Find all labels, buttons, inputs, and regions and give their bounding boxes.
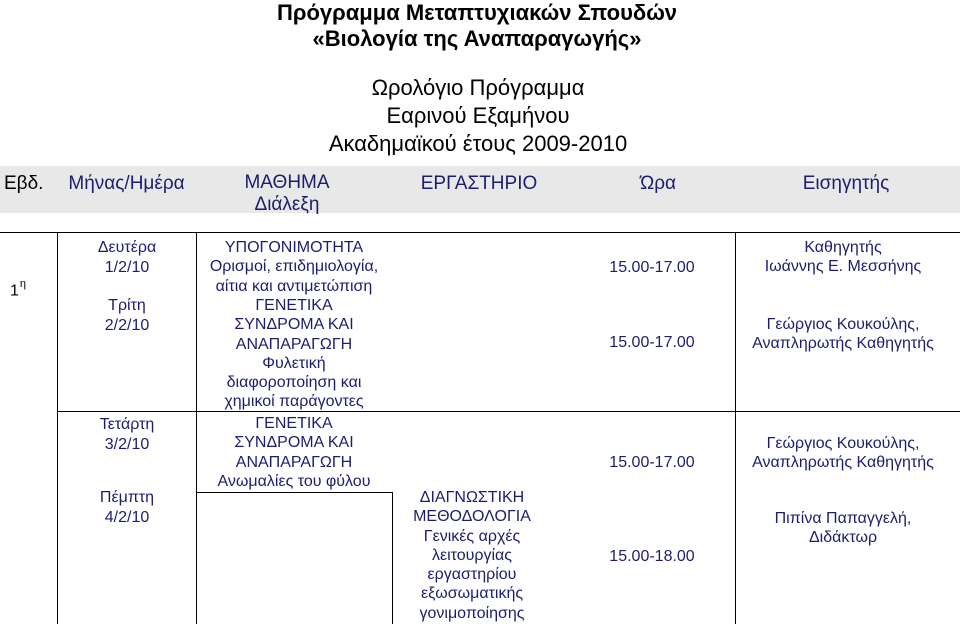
lecture-line: ΣΥΝΔΡΟΜΑ ΚΑΙ <box>234 434 354 452</box>
lecturer-entry <box>736 315 950 354</box>
table-rule <box>57 411 960 412</box>
day-name: Πέμπτη <box>99 489 155 506</box>
lecture-line: Ορισμοί, επιδημιολογία, <box>209 258 379 276</box>
lecture-line: χημικοί παράγοντες <box>224 393 364 411</box>
lecture-entry <box>196 296 392 412</box>
day-name: Τετάρτη <box>99 416 155 433</box>
lecture-line: ΑΝΑΠΑΡΑΓΩΓΗ <box>235 335 353 353</box>
lecture-entry <box>196 414 392 491</box>
lab-line: ΜΕΘΟΔΟΛΟΓΙΑ <box>413 508 531 526</box>
day-date: 2/2/10 <box>104 317 150 334</box>
program-title-line: Πρόγραμμα Μεταπτυχιακών Σπουδών <box>276 0 678 25</box>
day-entry <box>57 488 197 528</box>
subtitle-line: Εαρινού Εξαμήνου <box>386 103 570 128</box>
lab-line: εξωσωματικής <box>420 585 524 603</box>
lecture-line: ΑΝΑΠΑΡΑΓΩΓΗ <box>235 453 353 471</box>
day-entry <box>57 415 197 455</box>
header-lecturer: Εισηγητής <box>802 173 890 194</box>
week-number <box>10 276 26 301</box>
header-lecture-line: ΜΑΘΗΜΑ <box>244 172 330 193</box>
lecture-line: ΓΕΝΕΤΙΚΑ <box>255 415 333 432</box>
week-number-value: 1 <box>10 282 19 300</box>
lecturer-line: Γεώργιος Κουκούλης, <box>766 435 920 452</box>
day-date: 3/2/10 <box>104 436 150 453</box>
week-number-suffix: η <box>19 278 27 290</box>
lab-line: εργαστηρίου <box>427 566 517 584</box>
lab-line: ΔΙΑΓΝΩΣΤΙΚΗ <box>419 489 525 506</box>
day-name: Τρίτη <box>108 297 146 314</box>
lecturer-line: Αναπληρωτής Καθηγητής <box>752 335 934 353</box>
header-lecture <box>187 172 387 216</box>
lecturer-entry <box>736 238 950 277</box>
time-slot: 15.00-17.00 <box>609 334 695 351</box>
lecture-line: ΥΠΟΓΟΝΙΜΟΤΗΤΑ <box>224 239 364 256</box>
day-name: Δευτέρα <box>97 239 157 256</box>
lab-line: Γενικές αρχές <box>423 527 521 545</box>
lecture-line: ΣΥΝΔΡΟΜΑ ΚΑΙ <box>234 316 354 334</box>
header-week: Εβδ. <box>4 173 44 194</box>
table-rule <box>0 232 960 233</box>
header-time: Ώρα <box>639 173 677 194</box>
day-entry <box>57 238 197 278</box>
table-rule <box>196 492 392 493</box>
program-title <box>77 0 877 52</box>
lecture-line: αίτια και αντιμετώπιση <box>215 277 373 295</box>
program-title-line: «Βιολογία της Αναπαραγωγής» <box>312 26 642 51</box>
lecture-entry <box>196 238 392 296</box>
schedule-subtitle <box>78 74 878 158</box>
day-entry <box>57 296 197 336</box>
lecturer-line: Ιωάννης Ε. Μεσσήνης <box>764 258 922 276</box>
time-slot: 15.00-17.00 <box>609 259 695 276</box>
lecture-line: Φυλετική <box>262 354 326 372</box>
lecture-line: ΓΕΝΕΤΙΚΑ <box>255 297 333 314</box>
header-lab: ΕΡΓΑΣΤΗΡΙΟ <box>420 173 538 194</box>
lecture-line: Ανωμαλίες του φύλου <box>217 472 371 490</box>
lab-line: λειτουργίας <box>431 546 513 564</box>
time-slot: 15.00-17.00 <box>609 454 695 471</box>
lecturer-line: Διδάκτωρ <box>808 529 878 547</box>
lecture-line: διαφοροποίηση και <box>226 374 362 392</box>
day-date: 4/2/10 <box>104 509 150 526</box>
day-date: 1/2/10 <box>104 259 150 276</box>
lecturer-line: Πιπίνα Παπαγγελή, <box>774 510 912 527</box>
lecturer-entry <box>736 509 950 548</box>
lab-entry <box>392 488 552 623</box>
subtitle-line: Ωρολόγιο Πρόγραμμα <box>371 75 585 100</box>
header-lecture-line: Διάλεξη <box>254 194 320 215</box>
lecturer-line: Γεώργιος Κουκούλης, <box>766 316 920 333</box>
lab-line: γονιμοποίησης <box>419 604 525 622</box>
time-slot: 15.00-18.00 <box>609 548 695 565</box>
table-rule <box>735 232 736 624</box>
header-month-day: Μήνας/Ημέρα <box>68 173 185 194</box>
lecturer-line: Καθηγητής <box>804 239 882 256</box>
subtitle-line: Ακαδημαϊκού έτους 2009-2010 <box>328 131 628 156</box>
lecturer-line: Αναπληρωτής Καθηγητής <box>752 454 934 472</box>
lecturer-entry <box>736 434 950 473</box>
